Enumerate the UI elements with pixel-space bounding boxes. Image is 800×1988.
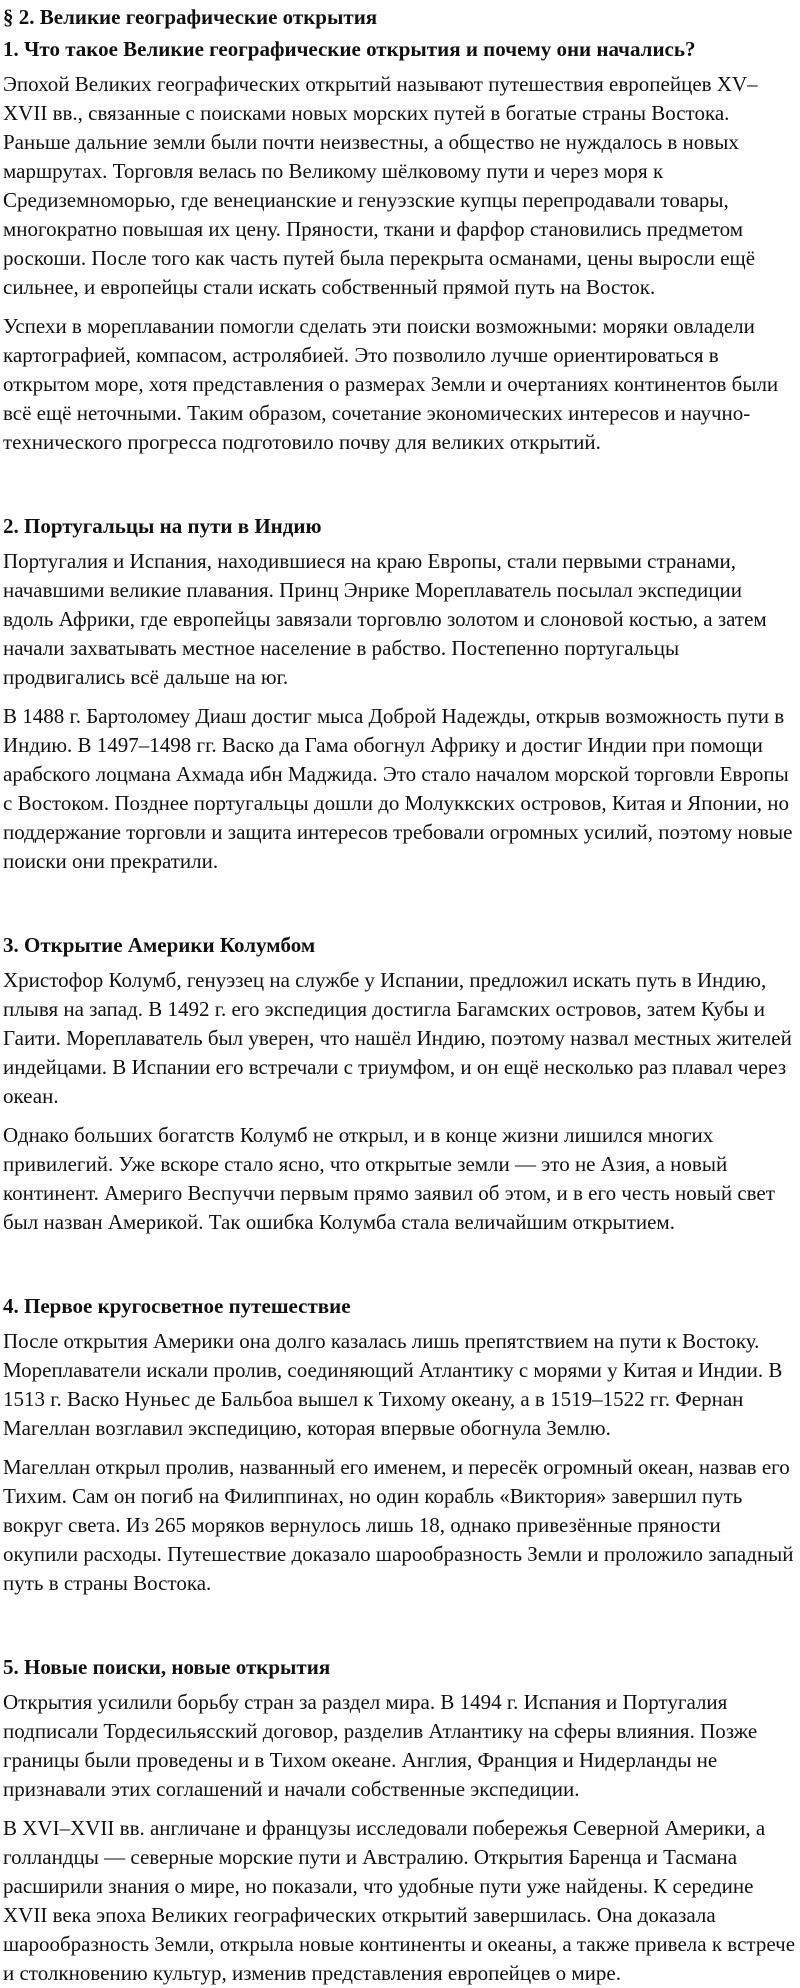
section-title: 4. Первое кругосветное путешествие (3, 1294, 351, 1318)
section-title: 2. Португальцы на пути в Индию (3, 514, 322, 538)
section-paragraph: Португалия и Испания, находившиеся на краю Европы, стали первыми странами, начавшими великие плавания. Принц Энрике Мореплаватель посылал экспедиции вдоль Африки, где европейцы завязали торговлю золотом и слоновой костью, а затем начали захватывать местное население в рабство. Постепенно португальцы продвигались всё дальше на юг. (3, 549, 767, 689)
section-title: 3. Открытие Америки Колумбом (3, 933, 316, 957)
section-paragraph: Магеллан открыл пролив, названный его именем, и пересёк огромный океан, назвав его Тихим. Сам он погиб на Филиппинах, но один корабль «Виктория» завершил путь вокруг света. Из 265 моряков вернулось лишь 18, однако привезённые пряности окупили расходы. Путешествие доказало шарообразность Земли и проложило западный путь в страны Востока. (3, 1455, 794, 1595)
section-paragraph: В XVI–XVII вв. англичане и французы исследовали побережья Северной Америки, а голландцы — северные морские пути и Австралию. Открытия Баренца и Тасмана расширили знания о мире, но показали, что удобные пути уже найдены. К середине XVII века эпоха Великих географических открытий завершилась. Она доказала шарообразность Земли, открыла новые континенты и океаны, а также привела к встрече и столкновению культур, изменив представления европейцев о мире. (3, 1816, 796, 1985)
section-2 (3, 513, 797, 876)
section-paragraph: Однако больших богатств Колумб не открыл, и в конце жизни лишился многих привилегий. Уже вскоре стало ясно, что открытые земли — это не Азия, а новый континент. Америго Веспуччи первым прямо заявил об этом, и в его честь новый свет был назван Америкой. Так ошибка Колумба стала величайшим открытием. (3, 1123, 775, 1234)
section-5 (3, 1654, 797, 1988)
section-paragraph: В 1488 г. Бартоломеу Диаш достиг мыса Доброй Надежды, открыв возможность пути в Индию. В 1497–1498 гг. Васко да Гама обогнул Африку и достиг Индии при помощи арабского лоцмана Ахмада ибн Маджида. Это стало началом морской торговли Европы с Востоком. Позднее португальцы дошли до Молуккских островов, Китая и Японии, но поддержание торговли и защита интересов требовали огромных усилий, поэтому новые поиски они прекратили. (3, 704, 793, 873)
section-paragraph: После открытия Америки она долго казалась лишь препятствием на пути к Востоку. Мореплаватели искали пролив, соединяющий Атлантику с морями у Китая и Индии. В 1513 г. Васко Нуньес де Бальбоа вышел к Тихому океану, а в 1519–1522 гг. Фернан Магеллан возглавил экспедицию, которая впервые обогнула Землю. (3, 1329, 783, 1440)
section-4 (3, 1293, 797, 1598)
section-paragraph: Успехи в мореплавании помогли сделать эти поиски возможными: моряки овладели картографией, компасом, астролябией. Это позволило лучше ориентироваться в открытом море, хотя представления о размерах Земли и очертаниях континентов были всё ещё неточными. Таким образом, сочетание экономических интересов и научно-технического прогресса подготовило почву для великих открытий. (3, 314, 779, 454)
section-3 (3, 932, 797, 1237)
section-title: 1. Что такое Великие географические открытия и почему они начались? (3, 37, 696, 61)
paragraph-title: § 2. Великие географические открытия (3, 5, 378, 29)
section-paragraph: Открытия усилили борьбу стран за раздел мира. В 1494 г. Испания и Португалия подписали Тордесильясский договор, разделив Атлантику на сферы влияния. Позже границы были проведены и в Тихом океане. Англия, Франция и Нидерланды не признавали этих соглашений и начали собственные экспедиции. (3, 1690, 758, 1801)
section-paragraph: Христофор Колумб, генуэзец на службе у Испании, предложил искать путь в Индию, плывя на запад. В 1492 г. его экспедиция достигла Багамских островов, затем Кубы и Гаити. Мореплаватель был уверен, что нашёл Индию, поэтому назвал местных жителей индейцами. В Испании его встречали с триумфом, и он ещё несколько раз плавал через океан. (3, 968, 792, 1108)
section-1 (3, 36, 797, 457)
section-title: 5. Новые поиски, новые открытия (3, 1655, 331, 1679)
section-paragraph: Эпохой Великих географических открытий называют путешествия европейцев XV–XVII вв., связанные с поисками новых морских путей в богатые страны Востока. Раньше дальние земли были почти неизвестны, а общество не нуждалось в новых маршрутах. Торговля велась по Великому шёлковому пути и через моря к Средиземноморью, где венецианские и генуэзские купцы перепродавали товары, многократно повышая их цену. Пряности, ткани и фарфор становились предметом роскоши. После того как часть путей была перекрыта османами, цены выросли ещё сильнее, и европейцы стали искать собственный прямой путь на Восток. (3, 72, 758, 299)
